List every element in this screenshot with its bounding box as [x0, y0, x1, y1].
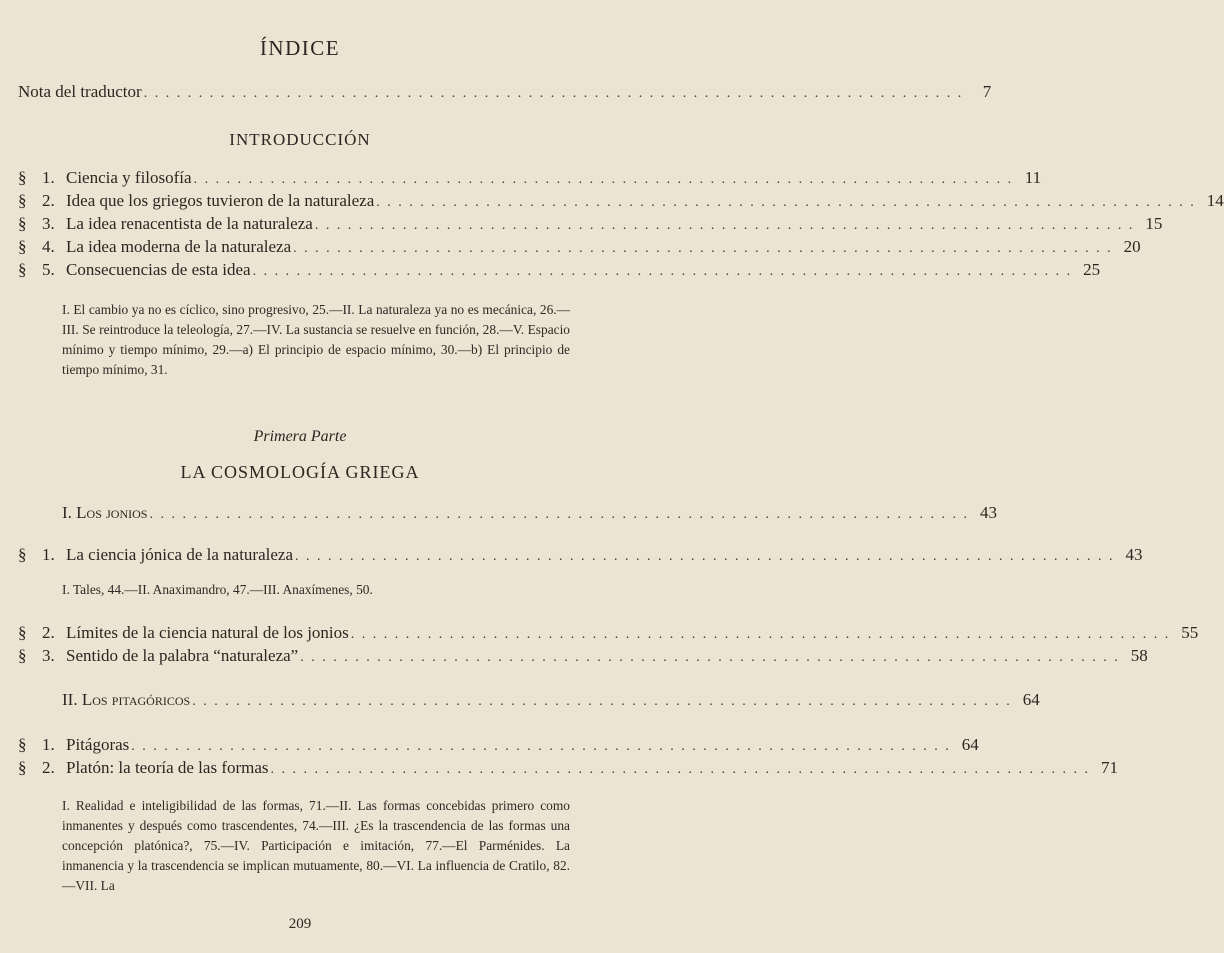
entry-label: La idea renacentista de la naturaleza	[66, 214, 313, 233]
dot-leader: . . . . . . . . . . . . . . . . . . . . . . . . . . . . . . . . . . . . . . . . . . . . . . . . . . . . . . . . . . . . . . . . . . . . . . . . . . .	[149, 507, 969, 522]
entry-page: 7	[982, 82, 992, 101]
entry-label: Límites de la ciencia natural de los jonios	[66, 623, 349, 642]
dot-leader: . . . . . . . . . . . . . . . . . . . . . . . . . . . . . . . . . . . . . . . . . . . . . . . . . . . . . . . . . . . . . . . . . . . . . . . . . . .	[293, 241, 1113, 256]
toc-entry[interactable]	[18, 237, 1141, 257]
entry-page: 71	[1101, 758, 1119, 777]
entry-page: 43	[979, 503, 997, 522]
section-sign: §	[18, 623, 27, 642]
dot-leader: . . . . . . . . . . . . . . . . . . . . . . . . . . . . . . . . . . . . . . . . . . . . . . . . . . . . . . . . . . . . . . . . . . . . . . . . . . .	[131, 739, 951, 754]
entry-label: La idea moderna de la naturaleza	[66, 237, 292, 256]
introduction-summary: I. El cambio ya no es cíclico, sino progresivo, 25.—II. La naturaleza ya no es mecánica, 26.—III. Se reintroduce la teleología, 27.—IV. La sustancia se resuelve en función, 28.—V. Espacio mínimo y tiempo mínimo, 29.—a) El principio de espacio mínimo, 30.—b) El principio de tiempo mínimo, 31.	[62, 302, 570, 377]
entry-label: Nota del traductor	[18, 82, 142, 101]
chapter-label: I. Los jonios	[62, 503, 148, 522]
toc-entry[interactable]	[18, 646, 1148, 666]
entry-label: Sentido de la palabra “naturaleza”	[66, 646, 299, 665]
toc-entry[interactable]	[18, 623, 1199, 643]
entry-number: 2.	[42, 758, 55, 777]
pitagoricos-summary: I. Realidad e inteligibilidad de las formas, 71.—II. Las formas concebidas primero como inmanentes y después como trascendentes, 74.—III. ¿Es la trascendencia de las formas una concepción platónica?, 75.—IV. Participación e imitación, 77.—El Parménides. La inmanencia y la trascendencia se implican mutuamente, 80.—VI. La influencia de Cratilo, 82.—VII. La	[62, 798, 570, 893]
toc-chapter-jonios[interactable]	[62, 503, 997, 523]
entry-page: 15	[1145, 214, 1163, 233]
entry-label: Pitágoras	[66, 735, 130, 754]
entry-number: 2.	[42, 191, 55, 210]
entry-page: 43	[1125, 545, 1143, 564]
entry-number: 1.	[42, 168, 55, 187]
page-number: 209	[288, 916, 312, 932]
section-sign: §	[18, 758, 27, 777]
section-sign: §	[18, 260, 27, 279]
toc-entry[interactable]	[18, 214, 1163, 234]
section-sign: §	[18, 214, 27, 233]
chapter-label: II. Los pitagóricos	[62, 690, 191, 709]
part-label: Primera Parte	[253, 428, 347, 445]
toc-entry[interactable]	[18, 758, 1119, 778]
entry-page: 58	[1130, 646, 1148, 665]
entry-number: 3.	[42, 646, 55, 665]
entry-page: 20	[1123, 237, 1141, 256]
toc-entry[interactable]	[18, 260, 1101, 280]
toc-entry[interactable]	[18, 168, 1042, 188]
section-sign: §	[18, 646, 27, 665]
entry-number: 1.	[42, 545, 55, 564]
section-sign: §	[18, 237, 27, 256]
section-sign: §	[18, 735, 27, 754]
entry-page: 64	[961, 735, 979, 754]
dot-leader: . . . . . . . . . . . . . . . . . . . . . . . . . . . . . . . . . . . . . . . . . . . . . . . . . . . . . . . . . . . . . . . . . . . . . . . . . . .	[350, 627, 1171, 642]
jonios-summary: I. Tales, 44.—II. Anaximandro, 47.—III. Anaxímenes, 50.	[62, 582, 373, 597]
dot-leader: . . . . . . . . . . . . . . . . . . . . . . . . . . . . . . . . . . . . . . . . . . . . . . . . . . . . . . . . . . . . . . . . . . . . . . . . . . .	[143, 86, 964, 101]
dot-leader: . . . . . . . . . . . . . . . . . . . . . . . . . . . . . . . . . . . . . . . . . . . . . . . . . . . . . . . . . . . . . . . . . . . . . . . . . . .	[300, 650, 1120, 665]
dot-leader: . . . . . . . . . . . . . . . . . . . . . . . . . . . . . . . . . . . . . . . . . . . . . . . . . . . . . . . . . . . . . . . . . . . . . . . . . . .	[252, 264, 1073, 279]
entry-page: 55	[1181, 623, 1199, 642]
entry-number: 1.	[42, 735, 55, 754]
entry-label: Ciencia y filosofía	[66, 168, 192, 187]
entry-label: Platón: la teoría de las formas	[66, 758, 269, 777]
entry-page: 25	[1083, 260, 1101, 279]
dot-leader: . . . . . . . . . . . . . . . . . . . . . . . . . . . . . . . . . . . . . . . . . . . . . . . . . . . . . . . . . . . . . . . . . . . . . . . . . . .	[270, 762, 1091, 777]
toc-entry[interactable]	[18, 545, 1143, 565]
dot-leader: . . . . . . . . . . . . . . . . . . . . . . . . . . . . . . . . . . . . . . . . . . . . . . . . . . . . . . . . . . . . . . . . . . . . . . . . . . .	[314, 218, 1135, 233]
entry-number: 5.	[42, 260, 55, 279]
entry-page: 11	[1024, 168, 1042, 187]
dot-leader: . . . . . . . . . . . . . . . . . . . . . . . . . . . . . . . . . . . . . . . . . . . . . . . . . . . . . . . . . . . . . . . . . . . . . . . . . . .	[376, 195, 1196, 210]
dot-leader: . . . . . . . . . . . . . . . . . . . . . . . . . . . . . . . . . . . . . . . . . . . . . . . . . . . . . . . . . . . . . . . . . . . . . . . . . . .	[192, 694, 1012, 709]
section-sign: §	[18, 168, 27, 187]
entry-label: Idea que los griegos tuvieron de la naturaleza	[66, 191, 375, 210]
toc-entry-translator-note[interactable]	[18, 82, 992, 102]
section-sign: §	[18, 191, 27, 210]
toc-entry[interactable]	[18, 191, 1224, 211]
part-title: LA COSMOLOGÍA GRIEGA	[180, 462, 420, 482]
entry-number: 3.	[42, 214, 55, 233]
dot-leader: . . . . . . . . . . . . . . . . . . . . . . . . . . . . . . . . . . . . . . . . . . . . . . . . . . . . . . . . . . . . . . . . . . . . . . . . . . .	[193, 172, 1014, 187]
entry-number: 2.	[42, 623, 55, 642]
entry-label: Consecuencias de esta idea	[66, 260, 251, 279]
dot-leader: . . . . . . . . . . . . . . . . . . . . . . . . . . . . . . . . . . . . . . . . . . . . . . . . . . . . . . . . . . . . . . . . . . . . . . . . . . .	[295, 549, 1115, 564]
entry-number: 4.	[42, 237, 55, 256]
toc-chapter-pitagoricos[interactable]	[62, 690, 1040, 710]
section-sign: §	[18, 545, 27, 564]
page-title: ÍNDICE	[259, 36, 341, 60]
entry-label: La ciencia jónica de la naturaleza	[66, 545, 293, 564]
entry-page: 64	[1022, 690, 1040, 709]
section-heading-introduction: INTRODUCCIÓN	[229, 130, 371, 149]
toc-entry[interactable]	[18, 735, 979, 755]
entry-page: 14	[1206, 191, 1224, 210]
